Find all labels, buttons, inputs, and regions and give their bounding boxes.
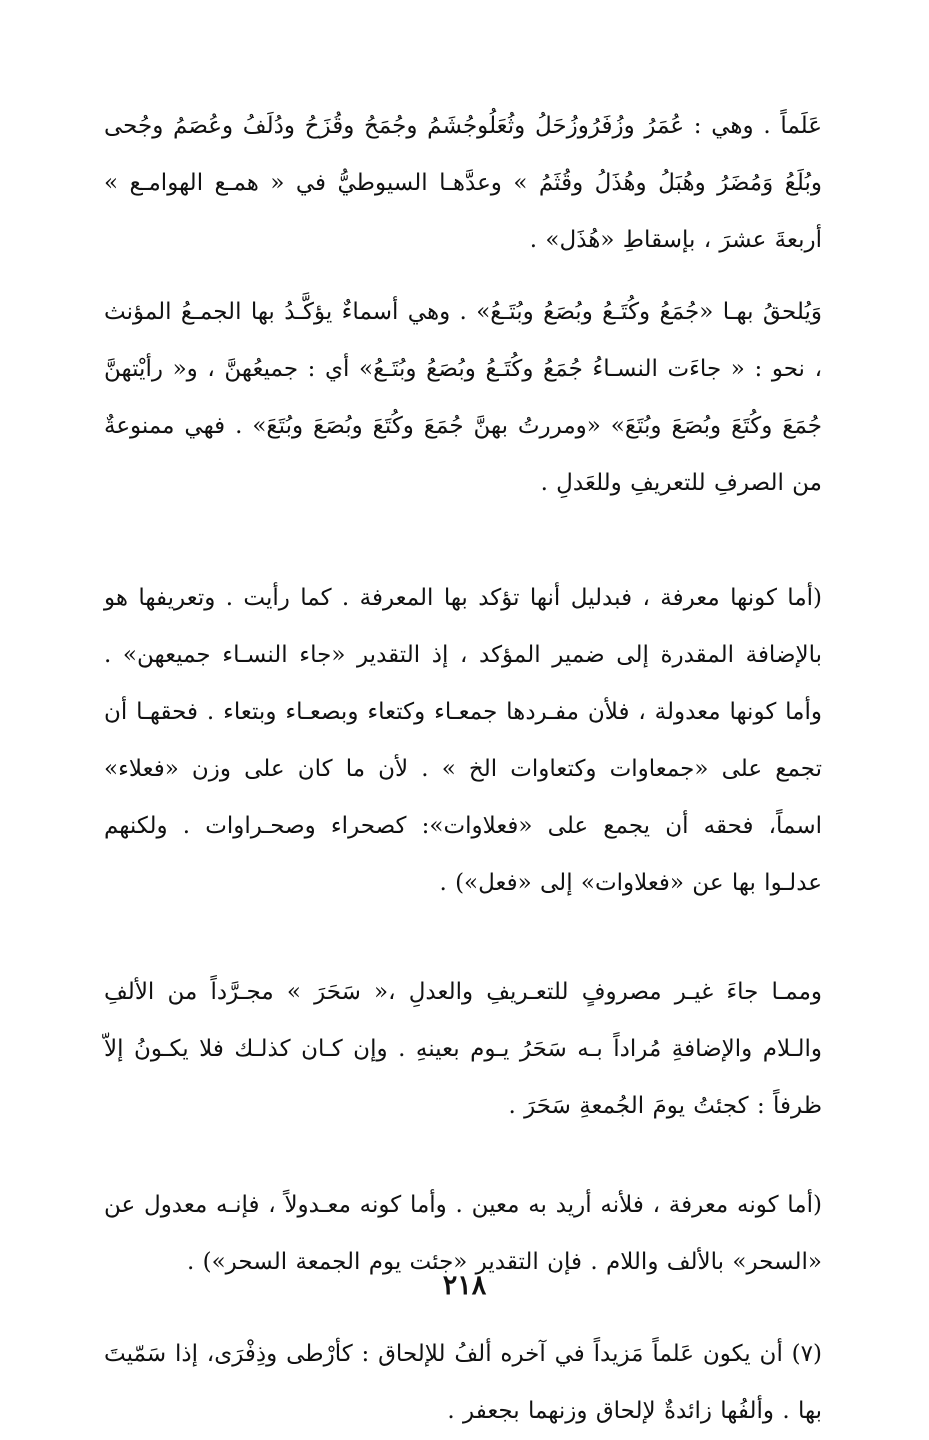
paragraph-1: عَلَماً . وهي : عُمَرُ وزُفَرُوزُحَلُ وثُعَلُوجُشَمُ وجُمَحُ وقُزَحُ ودُلَفُ وعُصَمُ وجُحى وبُلَعُ وَمُضَرُ وهُبَلُ وهُذَلُ وقُثَمُ » وعدَّهـا السيوطيُّ في « همـع الهوامـع » أربعةَ عشرَ ، بإسقاطِ «هُذَل» .	[104, 113, 822, 253]
paragraph-6: (٧) أن يكون عَلماً مَزيداً في آخره ألفُ للإلحاق : كأرْطى وذِفْرَى، إذا سَمّيتَ بها . وألفُها زائدةٌ لإلحاق وزنهما بجعفر .	[104, 1341, 822, 1424]
paragraph-5: (أما كونه معرفة ، فلأنه أريد به معين . وأما كونه معـدولاً ، فإنـه معدول عن «السحر» بالألف واللام . فإن التقدير «جئت يوم الجمعة السحر») .	[104, 1192, 822, 1275]
page-body	[104, 98, 822, 1440]
page-number: ٢١٨	[442, 1270, 487, 1301]
paragraph-3: (أما كونها معرفة ، فبدليل أنها تؤكد بها المعرفة . كما رأيت . وتعريفها هو بالإضافة المقدرة إلى ضمير المؤكد ، إذ التقدير «جاء النسـاء جميعهن» . وأما كونها معدولة ، فلأن مفـردها جمعـاء وكتعاء وبصعـاء وبتعاء . فحقهـا أن تجمع على «جمعاوات وكتعاوات الخ » . لأن ما كان على وزن «فعلاء» اسماً، فحقه أن يجمع على «فعلاوات»: كصحراء وصحـراوات . ولكنهم عدلـوا بها عن «فعلاوات» إلى «فعل») .	[104, 585, 822, 896]
paragraph-4: وممـا جاءَ غيـر مصروفٍ للتعـريفِ والعدلِ ،« سَحَرَ » مجـرَّداً من الألفِ والـلام والإضافةِ مُراداً بـه سَحَرُ يـوم بعينهِ . وإن كـان كذلـك فلا يكـونُ إلاّ ظرفاً : كجئتُ يومَ الجُمعةِ سَحَرَ .	[104, 979, 822, 1119]
paragraph-2: وَيُلحقُ بهـا «جُمَعُ وكُتَـعُ وبُصَعُ وبُتَـعُ» . وهي أسماءٌ يؤكَّـدُ بها الجمـعُ المؤنث ، نحو : « جاءَت النسـاءُ جُمَعُ وكُتَـعُ وبُصَعُ وبُتَـعُ» أي : جميعُهنَّ ، و« رأيْتهنَّ جُمَعَ وكُتَعَ وبُصَعَ وبُتَعَ» «ومررتُ بهنَّ جُمَعَ وكُتَعَ وبُصَعَ وبُتَعَ» . فهي ممنوعةٌ من الصرفِ للتعريفِ وللعَدلِ .	[104, 299, 822, 496]
